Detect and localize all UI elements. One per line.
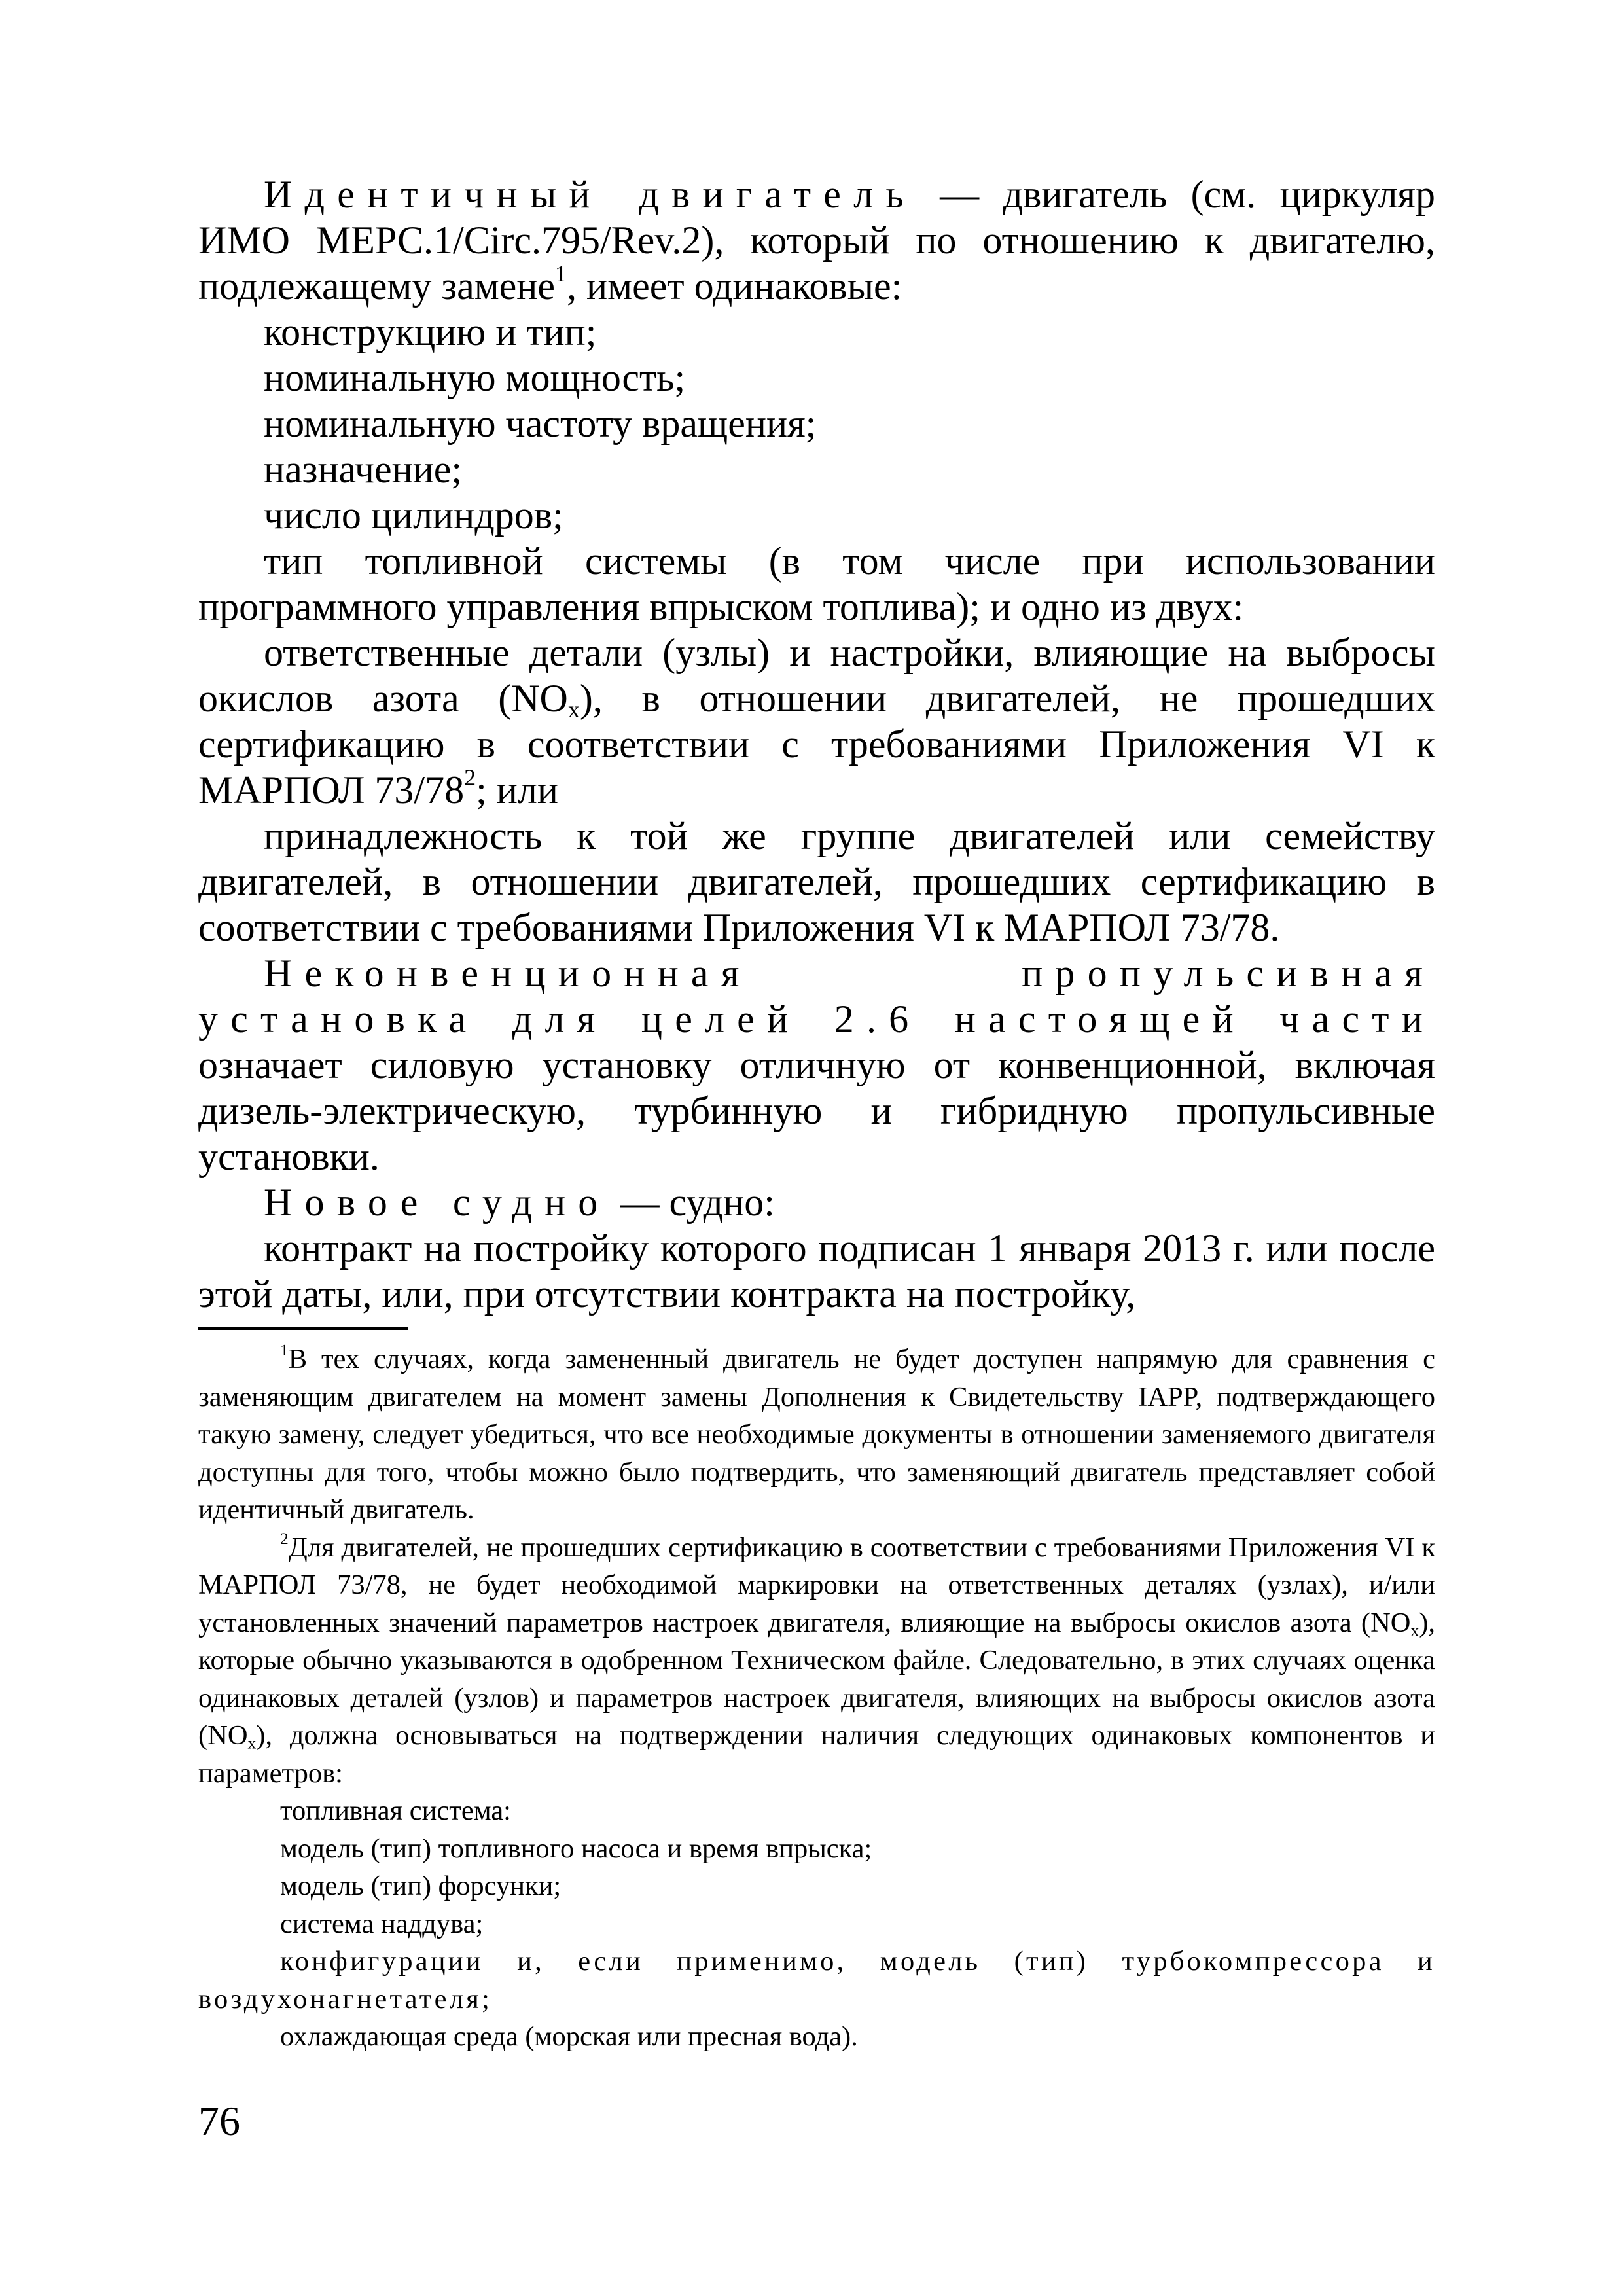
footnote-ref-1[interactable]: 1	[555, 260, 567, 287]
list-item: назначение;	[264, 448, 463, 491]
list-item: тип топливной системы (в том числе при использовании программного управления впрыском топлива); и одно из двух:	[198, 539, 1435, 628]
footnote-list-item: топливная система:	[280, 1795, 511, 1826]
footnote-list-item: конфигурации и, если применимо, модель (тип) турбокомпрессора и воздухонагнетателя;	[198, 1946, 1435, 2015]
footnote-list-item: модель (тип) форсунки;	[280, 1871, 562, 1901]
paragraph-critical-parts: ответственные детали (узлы) и настройки, влияющие на выбросы окислов азота $(NO_x)$, в отношении двигателей, не прошедших сертификацию в соответствии с требованиями Приложения VI к МАРПОЛ $73/78^2$; или	[198, 631, 1435, 812]
page-number: 76	[198, 2098, 240, 2144]
footnote-1: $^1$В тех случаях, когда замененный двигатель не будет доступен напрямую для сравнения с заменяющим двигателем на момент замены Дополнения к Свидетельству IAPP, подтверждающего такую замену, следует убедиться, что все необходимые документы в отношении заменяемого двигателя доступны для того, чтобы можно было подтвердить, что заменяющий двигатель представляет собой идентичный двигатель.	[198, 1340, 1435, 1525]
footnote-2: $^2$Для двигателей, не прошедших сертификацию в соответствии с требованиями Приложения VI к МАРПОЛ 73/78, не будет необходимой маркировки на ответственных деталях (узлах), и/или установленных значений параметров настроек двигателя, влияющие на выбросы окислов азота $(NO_x)$, которые обычно указываются в одобренном Техническом файле. Следовательно, в этих случаях оценка одинаковых деталей (узлов) и параметров настроек двигателя, влияющих на выбросы окислов азота $(NO_x)$, должна основываться на подтверждении наличия следующих одинаковых компонентов и параметров:	[198, 1528, 1435, 1789]
term-unconventional-propulsion: Неконвенционная пропульсивная установка для целей 2.6 настоящей части	[198, 952, 1435, 1041]
definition-unconventional-propulsion: Неконвенционная пропульсивная установка для целей 2.6 настоящей части означает силовую установку отличную от конвенционной, включая дизель-электрическую, турбинную и гибридную пропульсивные установки.	[198, 952, 1435, 1178]
definition-new-ship: Новое судно — судно:	[264, 1181, 775, 1224]
list-item: номинальную частоту вращения;	[264, 402, 817, 445]
footnote-mark-1: 1	[280, 1340, 289, 1359]
main-text	[198, 171, 1435, 1317]
footnotes	[198, 1340, 1435, 2056]
list-item: номинальную мощность;	[264, 356, 686, 399]
footnote-list-item: модель (тип) топливного насоса и время впрыска;	[280, 1833, 872, 1864]
list-item: конструкцию и тип;	[264, 310, 597, 353]
paragraph-contract: контракт на постройку которого подписан 1 января 2013 г. или после этой даты, или, при отсутствии контракта на постройку,	[198, 1227, 1435, 1316]
term-identical-engine: Идентичный двигатель	[264, 173, 916, 216]
term-new-ship: Новое судно	[264, 1181, 611, 1224]
footnote-separator	[198, 1327, 408, 1330]
footnote-list-item: охлаждающая среда (морская или пресная вода).	[280, 2021, 858, 2052]
paragraph-engine-group: принадлежность к той же группе двигателей или семейству двигателей, в отношении двигателей, прошедших сертификацию в соответствии с требованиями Приложения VI к МАРПОЛ 73/78.	[198, 814, 1435, 949]
definition-identical-engine: Идентичный двигатель — двигатель (см. циркуляр ИМО МЕРС.1/Circ.795/Rev.2), который по отношению к двигателю, подлежащему замене$^1$, имеет одинаковые:	[198, 173, 1435, 308]
footnote-ref-2[interactable]: 2	[464, 764, 476, 791]
footnote-list-item: система наддува;	[280, 1908, 484, 1939]
footnote-mark-2: 2	[280, 1528, 289, 1548]
list-item: число цилиндров;	[264, 493, 563, 537]
